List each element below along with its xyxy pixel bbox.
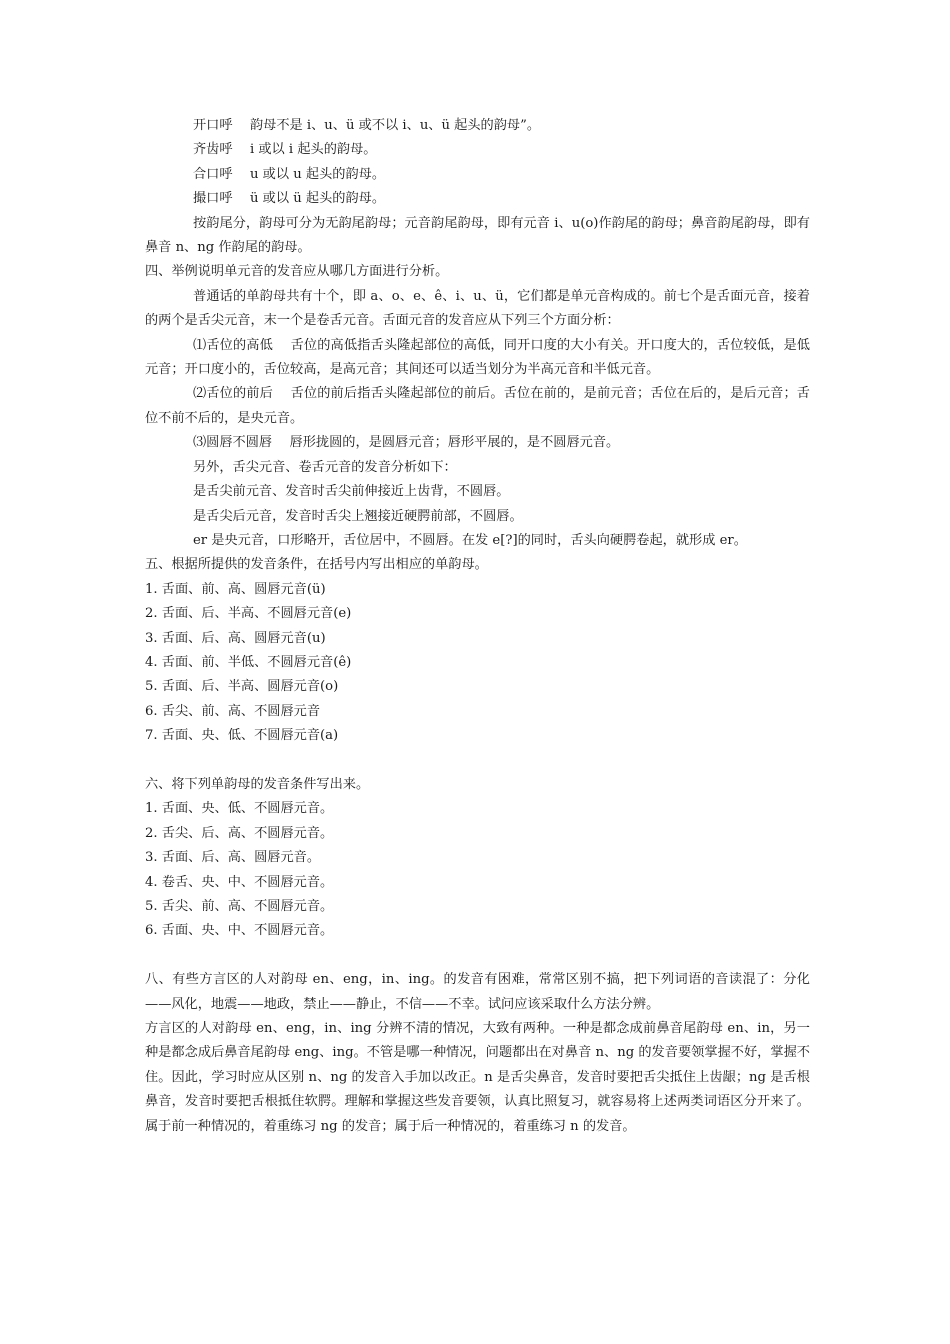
section-5-item: 6. 舌尖、前、高、不圆唇元音 — [145, 703, 321, 719]
section-4-point-2: ⑵舌位的前后 舌位的前后指舌头隆起部位的前后。舌位在前的，是前元音；舌位在后的，是后元音；舌位不前不后的，是央元音。 — [145, 386, 810, 426]
section-4-extra-4: er 是央元音，口形略开，舌位居中，不圆唇。在发 e[?]的同时，舌头向硬腭卷起，就形成 er。 — [193, 532, 747, 548]
section-5-item: 2. 舌面、后、半高、不圆唇元音(e) — [145, 606, 352, 622]
section-5-item: 1. 舌面、前、高、圆唇元音(ü) — [145, 581, 326, 597]
section-6-item: 2. 舌尖、后、高、不圆唇元音。 — [145, 825, 334, 841]
section-4-title: 四、举例说明单元音的发音应从哪几方面进行分析。 — [145, 264, 449, 280]
section-6-item: 6. 舌面、央、中、不圆唇元音。 — [145, 923, 334, 939]
section-5-item: 3. 舌面、后、高、圆唇元音(u) — [145, 630, 326, 646]
section-6-title: 六、将下列单韵母的发音条件写出来。 — [145, 776, 370, 792]
section-6-item: 3. 舌面、后、高、圆唇元音。 — [145, 850, 321, 866]
section-4-point-3: ⑶圆唇不圆唇 唇形拢圆的，是圆唇元音；唇形平展的，是不圆唇元音。 — [193, 435, 620, 451]
section-6-item: 5. 舌尖、前、高、不圆唇元音。 — [145, 898, 334, 914]
spacer — [145, 749, 810, 773]
section-8-question: 八、有些方言区的人对韵母 en、eng，in、ing。的发音有困难，常常区别不搞，把下列词语的音读混了：分化——风化，地震——地政，禁止——静止，不信——不幸。试问应该采取什么方法分辨。 — [145, 972, 810, 1012]
section-5-item: 4. 舌面、前、半低、不圆唇元音(ê) — [145, 654, 352, 670]
section-4-extra-3: 是舌尖后元音，发音时舌尖上翘接近硬腭前部，不圆唇。 — [193, 508, 523, 524]
section-4-extra-2: 是舌尖前元音、发音时舌尖前伸接近上齿背，不圆唇。 — [193, 484, 510, 500]
document-page — [145, 114, 810, 1139]
section-4-intro: 普通话的单韵母共有十个，即 a、o、e、ê、i、u、ü，它们都是单元音构成的。前七个是舌面元音，接着的两个是舌尖元音，末一个是卷舌元音。舌面元音的发音应从下列三个方面分析： — [145, 288, 810, 329]
weifen-paragraph: 按韵尾分，韵母可分为无韵尾韵母；元音韵尾韵母，即有元音 i、u(o)作韵尾的韵母；鼻音韵尾韵母，即有鼻音 n、ng 作韵尾的韵母。 — [145, 215, 810, 256]
spacer — [145, 944, 810, 968]
section-6-item: 4. 卷舌、央、中、不圆唇元音。 — [145, 874, 334, 890]
hu-line-qichi: 齐齿呼 i 或以 i 起头的韵母。 — [193, 142, 377, 158]
hu-line-hekou: 合口呼 u 或以 u 起头的韵母。 — [193, 166, 386, 182]
section-6-item: 1. 舌面、央、低、不圆唇元音。 — [145, 801, 334, 817]
section-4-extra-1: 另外，舌尖元音、卷舌元音的发音分析如下： — [193, 459, 457, 475]
section-5-item: 7. 舌面、央、低、不圆唇元音(a) — [145, 728, 339, 744]
section-8-answer: 方言区的人对韵母 en、eng，in、ing 分辨不清的情况，大致有两种。一种是都念成前鼻音尾韵母 en、in，另一种是都念成后鼻音尾韵母 eng、ing。不管是哪一种情况，问题都出在对鼻音 n、ng 的发音要领掌握不好，掌握不住。因此，学习时应从区别 n、ng 的发音入手加以改正。n 是舌尖鼻音，发音时要把舌尖抵住上齿龈；ng 是舌根鼻音，发音时要把舌根抵住软腭。理解和掌握这些发音要领，认真比照复习，就容易将上述两类词语区分开来了。属于前一种情况的，着重练习 ng 的发音；属于后一种情况的，着重练习 n 的发音。 — [145, 1021, 810, 1134]
hu-line-kaikou: 开口呼 韵母不是 i、u、ü 或不以 i、u、ü 起头的韵母”。 — [193, 118, 541, 133]
section-4-point-1: ⑴舌位的高低 舌位的高低指舌头隆起部位的高低，同开口度的大小有关。开口度大的，舌位较低，是低元音；开口度小的，舌位较高，是高元音；其间还可以适当划分为半高元音和半低元音。 — [145, 337, 810, 378]
hu-line-cuokou: 撮口呼 ü 或以 ü 起头的韵母。 — [193, 191, 386, 207]
section-5-item: 5. 舌面、后、半高、圆唇元音(o) — [145, 679, 339, 695]
section-5-title: 五、根据所提供的发音条件，在括号内写出相应的单韵母。 — [145, 557, 488, 573]
